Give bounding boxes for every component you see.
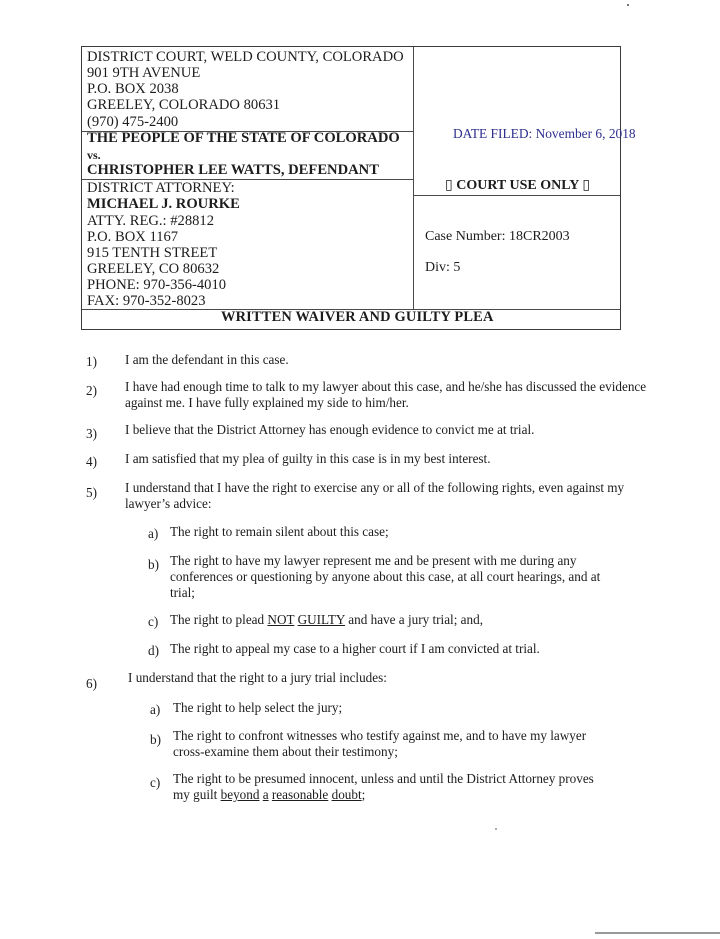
subitem-letter: b) <box>150 732 161 747</box>
paragraph-text: lawyer’s advice: <box>125 496 212 511</box>
attorney-phone: PHONE: 970-356-4010 <box>87 277 227 293</box>
paragraph-number: 4) <box>86 454 97 469</box>
attorney-street: 915 TENTH STREET <box>87 245 218 261</box>
underlined-guilty: GUILTY <box>297 612 345 627</box>
court-po-box: P.O. BOX 2038 <box>87 81 179 97</box>
court-phone: (970) 475-2400 <box>87 114 179 130</box>
subitem-letter: c) <box>150 775 161 790</box>
subitem-text: cross-examine them about their testimony; <box>173 744 398 759</box>
paragraph-number: 2) <box>86 383 97 398</box>
subitem-text: my guilt beyond a reasonable doubt; <box>173 787 366 802</box>
paragraph-number: 5) <box>86 485 97 500</box>
scan-edge-line <box>595 932 720 934</box>
defendant: CHRISTOPHER LEE WATTS, DEFENDANT <box>87 162 379 178</box>
division: Div: 5 <box>425 260 461 275</box>
underlined-not: NOT <box>267 612 295 627</box>
court-name: DISTRICT COURT, WELD COUNTY, COLORADO <box>87 49 404 65</box>
subitem-letter: a) <box>148 526 159 541</box>
paragraph-text: I believe that the District Attorney has enough evidence to convict me at trial. <box>125 422 535 437</box>
paragraph-text: against me. I have fully explained my side to him/her. <box>125 395 409 410</box>
paragraph-text: I am the defendant in this case. <box>125 352 289 367</box>
attorney-heading: DISTRICT ATTORNEY: <box>87 180 235 196</box>
plaintiff: THE PEOPLE OF THE STATE OF COLORADO <box>87 130 400 146</box>
subitem-text: The right to appeal my case to a higher court if I am convicted at trial. <box>170 641 540 656</box>
case-number: Case Number: 18CR2003 <box>425 229 570 244</box>
divider-after-court-use <box>413 195 620 196</box>
court-city: GREELEY, COLORADO 80631 <box>87 97 281 113</box>
paragraph-text: I understand that I have the right to exercise any or all of the following rights, even against my <box>125 480 625 495</box>
paragraph-number: 6) <box>86 676 97 691</box>
paragraph-text: I am satisfied that my plea of guilty in this case is in my best interest. <box>125 451 491 466</box>
subitem-text: conferences or questioning by anyone about this case, at all court hearings, and at <box>170 569 601 584</box>
subitem-text: The right to plead NOT GUILTY and have a jury trial; and, <box>170 612 484 627</box>
subitem-letter: c) <box>148 614 159 629</box>
scan-speck <box>495 828 497 830</box>
versus: vs. <box>87 148 101 162</box>
attorney-po-box: P.O. BOX 1167 <box>87 229 179 245</box>
document-title: WRITTEN WAIVER AND GUILTY PLEA <box>221 309 494 325</box>
subitem-text: The right to help select the jury; <box>173 700 343 715</box>
subitem-letter: d) <box>148 643 159 658</box>
subitem-letter: a) <box>150 702 161 717</box>
court-street: 901 9TH AVENUE <box>87 65 201 81</box>
subitem-letter: b) <box>148 557 159 572</box>
caption-column-divider <box>413 47 414 309</box>
attorney-name: MICHAEL J. ROURKE <box>87 196 240 212</box>
date-filed-stamp: DATE FILED: November 6, 2018 <box>453 126 636 141</box>
subitem-text: The right to have my lawyer represent me and be present with me during any <box>170 553 577 568</box>
attorney-fax: FAX: 970-352-8023 <box>87 293 206 309</box>
paragraph-text: I have had enough time to talk to my lawyer about this case, and he/she has discussed the evidence <box>125 379 647 394</box>
subitem-text: The right to confront witnesses who testify against me, and to have my lawyer <box>173 728 587 743</box>
paragraph-text: I understand that the right to a jury trial includes: <box>128 670 387 685</box>
paragraph-number: 3) <box>86 426 97 441</box>
attorney-reg: ATTY. REG.: #28812 <box>87 213 215 229</box>
attorney-city: GREELEY, CO 80632 <box>87 261 220 277</box>
subitem-text: The right to be presumed innocent, unless and until the District Attorney proves <box>173 771 594 786</box>
paragraph-number: 1) <box>86 354 97 369</box>
court-use-only-label: ▯ COURT USE ONLY ▯ <box>445 178 591 193</box>
subitem-text: trial; <box>170 585 195 600</box>
scan-speck <box>627 4 629 6</box>
subitem-text: The right to remain silent about this case; <box>170 524 389 539</box>
